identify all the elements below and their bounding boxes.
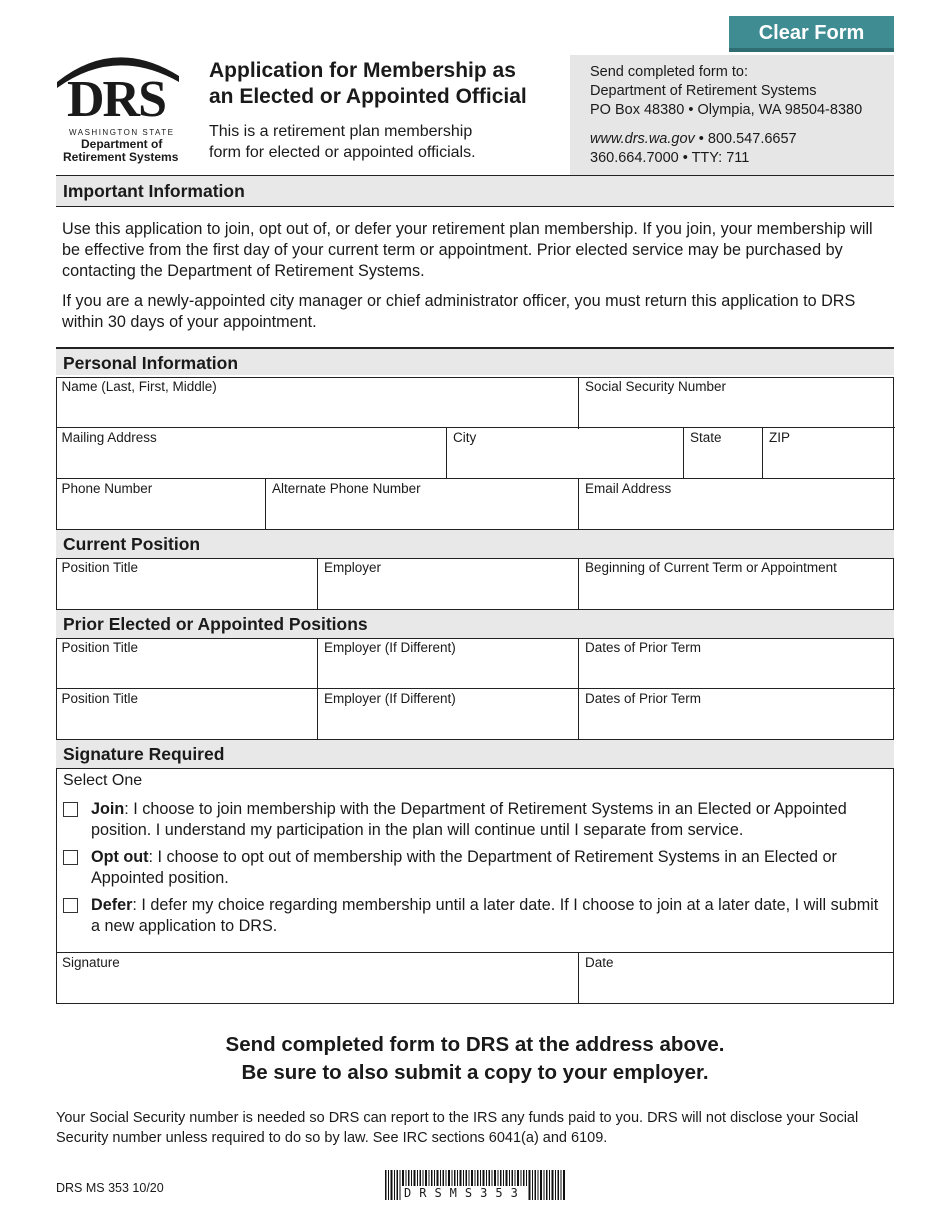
title-line1: Application for Membership as xyxy=(209,59,516,82)
ssn-label: Social Security Number xyxy=(585,378,727,394)
option-join-desc: : I choose to join membership with the Department of Retirement Systems in an Elected or Appointed position. I understand my participation in the plan will continue until I separate from service. xyxy=(91,800,847,839)
prior-employer-label: Employer (If Different) xyxy=(324,691,456,706)
state-field[interactable] xyxy=(683,427,762,479)
name-label: Name (Last, First, Middle) xyxy=(61,378,217,394)
subtitle-line2: form for elected or appointed officials. xyxy=(209,144,476,161)
personal-grid xyxy=(56,377,894,530)
option-opt-out xyxy=(63,847,891,891)
ssn-field[interactable] xyxy=(578,377,895,429)
contact-line4 xyxy=(590,130,797,149)
contact-phone1: • 800.547.6657 xyxy=(694,131,797,147)
date-label: Date xyxy=(585,955,614,970)
current-grid xyxy=(56,558,894,610)
signature-heading: Signature Required xyxy=(56,740,894,768)
email-field[interactable] xyxy=(578,478,895,530)
option-opt-out-desc: : I choose to opt out of membership with the Department of Retirement Systems in an Elected or Appointed position. xyxy=(91,848,837,887)
signature-grid xyxy=(56,952,894,1004)
signature-label: Signature xyxy=(62,955,120,970)
prior-dates-label: Dates of Prior Term xyxy=(585,691,702,706)
email-label: Email Address xyxy=(585,481,672,496)
current-beginning-label: Beginning of Current Term or Appointment xyxy=(585,559,837,575)
form-subtitle xyxy=(209,121,529,163)
contact-line5: 360.664.7000 • TTY: 711 xyxy=(590,150,750,166)
logo-line1: Department of xyxy=(81,137,163,151)
prior-title-label: Position Title xyxy=(61,639,139,655)
phone-label: Phone Number xyxy=(61,481,153,496)
form-title xyxy=(209,58,559,110)
logo-state: WASHINGTON STATE xyxy=(69,128,175,137)
city-label: City xyxy=(453,430,477,445)
prior-employer-label: Employer (If Different) xyxy=(324,639,456,655)
current-employer-label: Employer xyxy=(324,559,382,575)
option-join-bold: Join xyxy=(91,800,125,818)
option-defer-text xyxy=(91,895,891,937)
date-field[interactable] xyxy=(578,953,894,1004)
alt-phone-field[interactable] xyxy=(265,478,578,530)
drs-logo xyxy=(55,52,185,170)
current-title-field[interactable] xyxy=(56,558,319,610)
current-beginning-field[interactable] xyxy=(578,558,895,610)
option-defer-bold: Defer xyxy=(91,896,133,914)
contact-line3: PO Box 48380 • Olympia, WA 98504-8380 xyxy=(590,102,863,118)
phone-field[interactable] xyxy=(56,478,266,530)
city-field[interactable] xyxy=(446,427,683,479)
logo-line2: Retirement Systems xyxy=(63,150,179,164)
barcode-text: DRSMS353 xyxy=(404,1186,526,1200)
option-opt-out-bold: Opt out xyxy=(91,848,149,866)
option-defer-desc: : I defer my choice regarding membership until a later date. If I choose to join at a later date, I will submit a new application to DRS. xyxy=(91,896,879,935)
privacy-notice: Your Social Security number is needed so DRS can report to the IRS any funds paid to you. DRS will not disclose your Social Security number unless required to do so by law. See IRC sections 6041(a) and 6109. xyxy=(56,1110,859,1146)
address-label: Mailing Address xyxy=(61,430,157,445)
clear-form-button[interactable]: Clear Form xyxy=(729,16,894,52)
option-join xyxy=(63,799,891,843)
important-para1: Use this application to join, opt out of, or defer your retirement plan membership. If you join, your membership will be effective from the first day of your current term or appointment. Prior elected service may be purchased by contacting the Department of Retirement Systems. xyxy=(62,220,873,280)
prior-title-field[interactable] xyxy=(56,638,319,690)
contact-web-link[interactable]: www.drs.wa.gov xyxy=(590,131,695,147)
prior-title-label: Position Title xyxy=(61,691,139,706)
important-heading: Important Information xyxy=(56,175,894,207)
prior-grid xyxy=(56,638,894,740)
option-join-text xyxy=(91,799,891,841)
contact-line2: Department of Retirement Systems xyxy=(590,83,817,99)
prior-employer-field[interactable] xyxy=(317,688,578,740)
zip-label: ZIP xyxy=(769,430,791,445)
current-heading: Current Position xyxy=(56,530,894,558)
join-checkbox[interactable] xyxy=(63,802,78,817)
prior-dates-label: Dates of Prior Term xyxy=(585,639,702,655)
prior-dates-field[interactable] xyxy=(578,638,895,690)
title-line2: an Elected or Appointed Official xyxy=(209,85,527,108)
bottom-msg-line2: Be sure to also submit a copy to your employer. xyxy=(241,1061,709,1084)
bottom-msg-line1: Send completed form to DRS at the address above. xyxy=(225,1033,725,1056)
alt-phone-label: Alternate Phone Number xyxy=(272,481,421,496)
current-title-label: Position Title xyxy=(61,559,139,575)
zip-field[interactable] xyxy=(762,427,895,479)
prior-heading: Prior Elected or Appointed Positions xyxy=(56,610,894,638)
signature-field[interactable] xyxy=(56,953,578,1004)
opt-out-checkbox[interactable] xyxy=(63,850,78,865)
defer-checkbox[interactable] xyxy=(63,898,78,913)
prior-dates-field[interactable] xyxy=(578,688,895,740)
current-employer-field[interactable] xyxy=(317,558,578,610)
select-one-label: Select One xyxy=(63,772,143,789)
option-opt-out-text xyxy=(91,847,891,889)
clear-form-button-shadow xyxy=(729,48,894,52)
mailing-address-field[interactable] xyxy=(56,427,448,479)
option-defer xyxy=(63,895,891,939)
subtitle-line1: This is a retirement plan membership xyxy=(209,123,473,140)
prior-employer-field[interactable] xyxy=(317,638,578,690)
form-number: DRS MS 353 10/20 xyxy=(56,1181,164,1195)
logo-abbr: DRS xyxy=(67,71,166,128)
prior-title-field[interactable] xyxy=(56,688,319,740)
personal-heading: Personal Information xyxy=(56,347,894,375)
state-label: State xyxy=(690,430,722,445)
contact-line1: Send completed form to: xyxy=(590,64,748,80)
important-para2: If you are a newly-appointed city manager or chief administrator officer, you must return this application to DRS within 30 days of your appointment. xyxy=(62,292,856,331)
contact-box xyxy=(570,55,894,175)
name-field[interactable] xyxy=(56,377,579,429)
